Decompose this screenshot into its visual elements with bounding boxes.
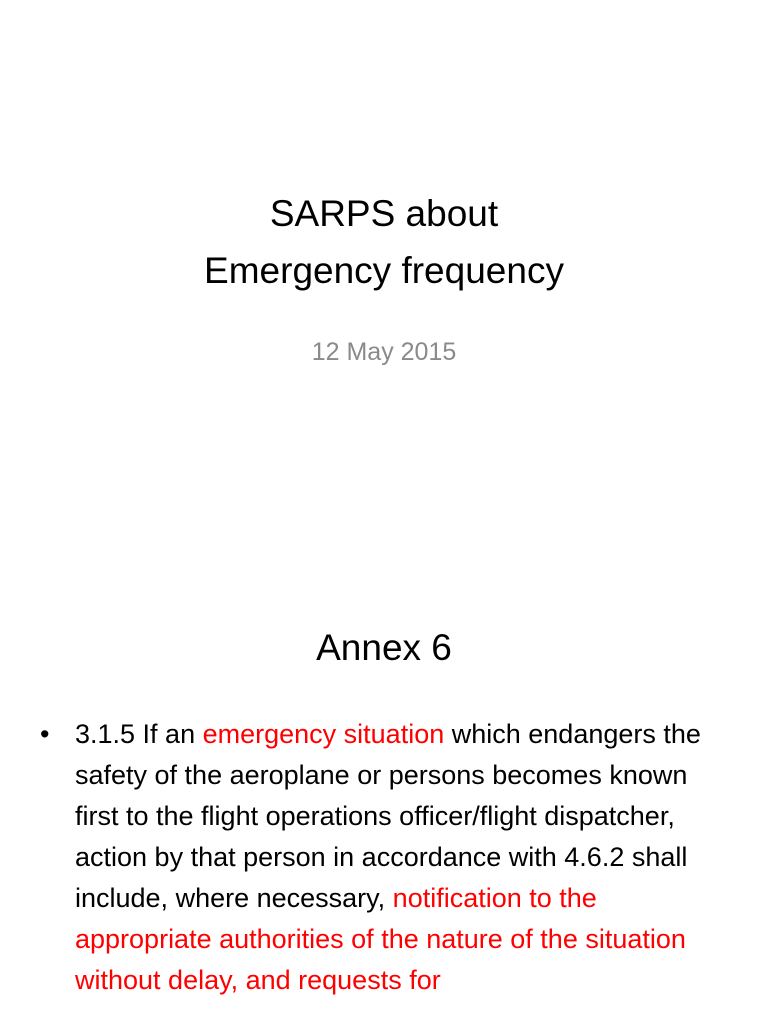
annex-heading: Annex 6: [316, 627, 452, 668]
highlight-emergency-situation: emergency situation: [202, 719, 445, 749]
slide-divider: [0, 555, 768, 556]
bullet-text-segment: which endangers the safety of the aeroplane or persons becomes known first to the flight operations officer/flight dispatcher, action by that person in accordance with 4.6.2 shall include, where necessary,: [75, 719, 701, 913]
bullet-item: [40, 714, 730, 1001]
slide-title-line-1: SARPS about: [269, 193, 499, 234]
slide-date: 12 May 2015: [311, 338, 457, 366]
bullet-text: [75, 714, 730, 1001]
highlight-notification: notification to the appropriate authorities of the nature of the situation without delay, and requests for: [75, 883, 686, 995]
bullet-text-segment: 3.1.5 If an: [75, 719, 203, 749]
slide-title-line-2: Emergency frequency: [204, 250, 564, 291]
bullet-dot-icon: •: [40, 719, 50, 749]
